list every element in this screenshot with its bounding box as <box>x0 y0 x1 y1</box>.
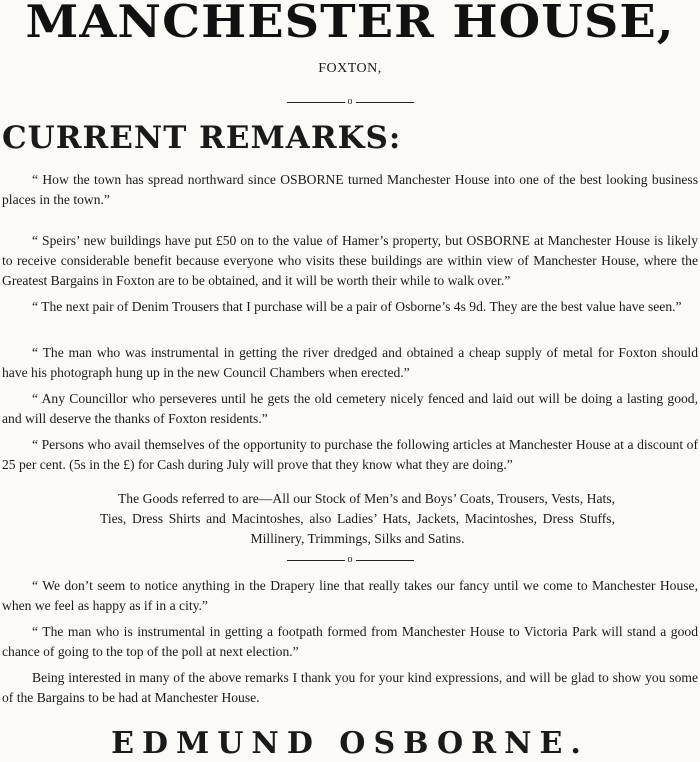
divider-mark: o <box>347 554 353 565</box>
masthead-title: MANCHESTER HOUSE, <box>25 0 675 48</box>
remark-paragraph: “ The man who is instrumental in getting a footpath formed from Manchester House to Victoria Park will stand a good chance of going to the top of the poll at next election.” <box>2 624 698 659</box>
divider <box>0 554 700 566</box>
divider-line <box>287 102 345 103</box>
divider-mark: o <box>347 96 353 107</box>
remark-paragraph: “ The man who was instrumental in getting the river dredged and obtained a cheap supply of metal for Foxton should have his photograph hung up in the new Council Chambers when erected.” <box>2 345 698 380</box>
signature: EDMUND OSBORNE. <box>111 726 589 761</box>
section-title: CURRENT REMARKS: <box>2 120 402 156</box>
remark-paragraph: “ We don’t seem to notice anything in the Drapery line that really takes our fancy until we come to Manchester House, when we feel as happy as if in a city.” <box>2 578 698 613</box>
closing-paragraph: Being interested in many of the above remarks I thank you for your kind expressions, and will be glad to show you some of the Bargains to be had at Manchester House. <box>2 670 698 705</box>
remark-paragraph: “ Any Councillor who perseveres until he gets the old cemetery nicely fenced and laid out will be doing a lasting good, and will deserve the thanks of Foxton residents.” <box>2 391 698 426</box>
remark-paragraph: “ How the town has spread northward since OSBORNE turned Manchester House into one of the best looking business places in the town.” <box>2 172 698 207</box>
remark-paragraph: “ Persons who avail themselves of the opportunity to purchase the following articles at Manchester House at a discount of 25 per cent. (5s in the £) for Cash during July will prove that they know what they are doing.” <box>2 437 698 472</box>
divider <box>0 96 700 108</box>
town-name: FOXTON, <box>318 61 382 76</box>
divider-line <box>287 560 345 561</box>
divider-line <box>356 102 414 103</box>
remark-paragraph: “ The next pair of Denim Trousers that I purchase will be a pair of Osborne’s 4s 9d. They are the best value have seen.” <box>32 299 682 314</box>
divider-line <box>356 560 414 561</box>
goods-list: The Goods referred to are—All our Stock of Men’s and Boys’ Coats, Trousers, Vests, Hats, Ties, Dress Shirts and Macintoshes, also Ladies’ Hats, Jackets, Macintoshes, Dress Stuffs, Millinery, Trimmings, Silks and Satins. <box>100 491 615 546</box>
remark-paragraph: “ Speirs’ new buildings have put £50 on to the value of Hamer’s property, but OSBORNE at Manchester House is likely to receive considerable benefit because everyone who visits these buildings are within view of Manchester House, where the Greatest Bargains in Foxton are to be obtained, and it will be worth their while to walk over.” <box>2 233 698 288</box>
